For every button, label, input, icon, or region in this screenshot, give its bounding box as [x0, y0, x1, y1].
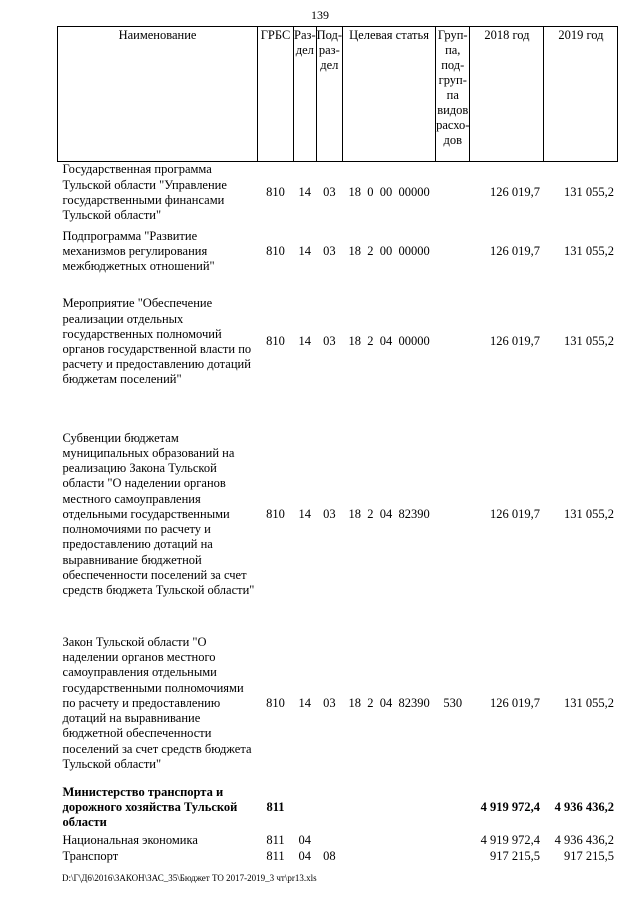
row-podrazdel: 08	[323, 848, 336, 863]
row-name: Национальная экономика	[62, 832, 198, 847]
row-name: Министерство транспорта и дорожного хозяйства Тульской области	[62, 784, 238, 830]
row-grbs: 811	[266, 799, 285, 814]
row-group	[436, 783, 470, 833]
row-podrazdel	[316, 833, 342, 849]
row-razdel: 14	[298, 185, 312, 200]
row-target	[343, 849, 436, 865]
row-2019: 131 055,2	[563, 334, 614, 349]
table-row	[58, 224, 618, 280]
row-name: Субвенции бюджетам муниципальных образований на реализацию Закона Тульской области "О наделении органов местного самоуправления отдельными государственными полномочиями по расчету и предоставлению дотаций на выравнивание бюджетной обеспеченности поселений за счет средств бюджета Тульской области"	[62, 430, 255, 597]
header-grbs: ГРБС	[258, 27, 294, 162]
row-razdel: 14	[298, 334, 312, 349]
table-row	[58, 783, 618, 833]
row-target: 18 0 00 00000	[348, 185, 430, 200]
table-row	[58, 280, 618, 405]
table-row	[58, 833, 618, 849]
row-grbs: 811	[266, 848, 285, 863]
page-number: 139	[311, 8, 329, 22]
header-name: Наименование	[58, 27, 258, 162]
row-target	[343, 783, 436, 833]
table-row	[58, 849, 618, 865]
row-name: Подпрограмма "Развитие механизмов регулирования межбюджетных отношений"	[62, 228, 215, 274]
row-grbs: 810	[266, 695, 285, 710]
row-2018: 4 919 972,4	[480, 799, 540, 814]
row-grbs: 810	[266, 506, 285, 521]
budget-table	[57, 26, 618, 865]
header-razdel: Раз- дел	[294, 27, 317, 162]
row-2018: 126 019,7	[489, 695, 540, 710]
row-name: Государственная программа Тульской области "Управление государственными финансами Тульской области"	[62, 162, 227, 222]
row-podrazdel: 03	[323, 243, 336, 258]
row-group: 530	[443, 695, 463, 710]
row-grbs: 811	[266, 832, 285, 847]
row-grbs: 810	[266, 185, 285, 200]
row-2018: 126 019,7	[489, 506, 540, 521]
row-group	[436, 849, 470, 865]
row-2018: 126 019,7	[489, 243, 540, 258]
row-target: 18 2 04 00000	[348, 334, 430, 349]
row-2018: 917 215,5	[489, 848, 540, 863]
row-name: Мероприятие "Обеспечение реализации отдельных государственных полномочий органов государственной власти по расчету и предоставлению дотаций бюджетам поселений"	[62, 296, 252, 387]
table-header	[58, 27, 618, 162]
header-target: Целевая статья	[343, 27, 436, 162]
row-razdel: 14	[298, 695, 312, 710]
row-group	[436, 162, 470, 224]
row-podrazdel: 03	[323, 185, 336, 200]
table-body	[58, 162, 618, 865]
row-2019: 131 055,2	[563, 506, 614, 521]
row-2019: 917 215,5	[563, 848, 614, 863]
row-target: 18 2 04 82390	[348, 506, 430, 521]
header-2019: 2019 год	[544, 27, 618, 162]
row-razdel: 14	[298, 506, 312, 521]
row-2019: 131 055,2	[563, 695, 614, 710]
row-razdel	[294, 783, 317, 833]
row-name: Транспорт	[62, 848, 119, 863]
file-path-footer: D:\Г\Д6\2016\ЗАКОН\ЗАС_35\Бюджет ТО 2017-2019_3 чт\pr13.xls	[62, 873, 317, 883]
row-grbs: 810	[266, 334, 285, 349]
row-group	[436, 405, 470, 625]
row-target	[343, 833, 436, 849]
row-target: 18 2 04 82390	[348, 695, 430, 710]
row-2019: 4 936 436,2	[554, 832, 614, 847]
row-2018: 126 019,7	[489, 185, 540, 200]
table-row	[58, 405, 618, 625]
row-2019: 131 055,2	[563, 243, 614, 258]
table-row	[58, 625, 618, 783]
row-razdel: 04	[298, 848, 312, 863]
row-razdel: 14	[298, 243, 312, 258]
row-2018: 4 919 972,4	[480, 832, 540, 847]
table-row	[58, 162, 618, 224]
row-podrazdel: 03	[323, 506, 336, 521]
row-razdel: 04	[298, 832, 312, 847]
row-podrazdel: 03	[323, 334, 336, 349]
row-2018: 126 019,7	[489, 334, 540, 349]
header-podrazdel: Под- раз- дел	[316, 27, 342, 162]
row-podrazdel: 03	[323, 695, 336, 710]
row-group	[436, 224, 470, 280]
row-grbs: 810	[266, 243, 285, 258]
row-group	[436, 833, 470, 849]
row-target: 18 2 00 00000	[348, 243, 430, 258]
row-2019: 131 055,2	[563, 185, 614, 200]
row-name: Закон Тульской области "О наделении органов местного самоуправления отдельными государственными полномочиями по расчету и предоставлению дотаций на выравнивание бюджетной обеспеченности поселений за счет средств бюджета Тульской области"	[62, 635, 252, 771]
row-2019: 4 936 436,2	[554, 799, 614, 814]
row-podrazdel	[316, 783, 342, 833]
row-group	[436, 280, 470, 405]
header-2018: 2018 год	[470, 27, 544, 162]
header-group: Груп- па, под- груп- па видов расхо- дов	[436, 27, 470, 162]
